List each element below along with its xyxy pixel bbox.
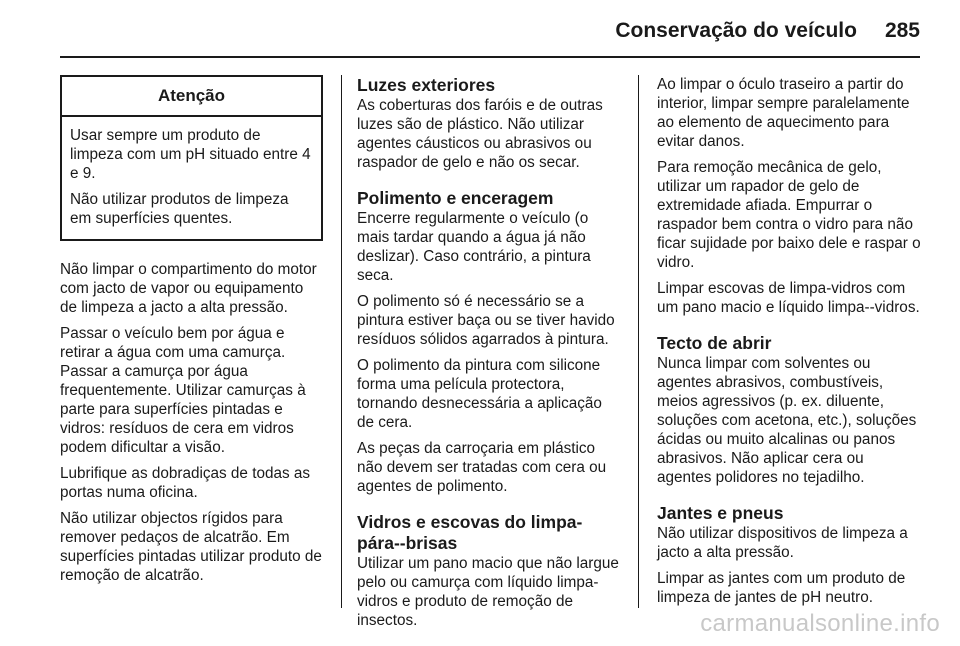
warning-paragraph: Não utilizar produtos de limpeza em superfícies quentes.: [70, 191, 289, 227]
header-rule: [60, 56, 920, 58]
body-paragraph: As peças da carroçaria em plástico não devem ser tratadas com cera ou agentes de polimento.: [357, 440, 607, 495]
section-heading: Tecto de abrir: [657, 333, 772, 353]
body-paragraph: Ao limpar o óculo traseiro a partir do interior, limpar sempre paralelamente ao elemento de aquecimento para evitar danos.: [657, 76, 910, 150]
column-1: [60, 75, 323, 592]
body-paragraph: Não limpar o compartimento do motor com jacto de vapor ou equipamento de limpeza a jacto a alta pressão.: [60, 261, 317, 316]
section-sunroof: [657, 333, 922, 487]
section-windows-continued: [657, 75, 922, 317]
section-heading: Vidros e escovas do limpa-pára--brisas: [357, 512, 583, 553]
body-paragraph: Lubrifique as dobradiças de todas as portas numa oficina.: [60, 465, 311, 501]
page-number: 285: [884, 19, 920, 42]
body-paragraph: Nunca limpar com solventes ou agentes abrasivos, combustíveis, meios agressivos (p. ex. diluente, soluções com acetona, etc.), soluções ácidas ou muito alcalinas ou panos abrasivos. Não aplicar cera ou agentes polidores no tejadilho.: [657, 355, 917, 486]
body-paragraph: Passar o veículo bem por água e retirar a água com uma camurça. Passar a camurça por água frequentemente. Utilizar camurças à parte para superfícies pintadas e vidros: resíduos de cera em vidros podem dificultar a visão.: [60, 325, 306, 456]
section-wheels-tyres: [657, 503, 922, 607]
watermark: carmanualsonline.info: [700, 610, 940, 637]
warning-body: [62, 117, 321, 239]
body-paragraph: Para remoção mecânica de gelo, utilizar um rapador de gelo de extremidade afiada. Empurrar o raspador bem contra o vidro para não ficar sujidade por baixo dele e raspar o vidro.: [657, 159, 921, 271]
warning-title: Atenção: [62, 77, 321, 117]
body-paragraph: As coberturas dos faróis e de outras luzes são de plástico. Não utilizar agentes cáusticos ou abrasivos ou raspador de gelo e não os secar.: [357, 97, 603, 171]
section-heading: Jantes e pneus: [657, 503, 784, 523]
body-paragraph: Limpar as jantes com um produto de limpeza de jantes de pH neutro.: [657, 570, 906, 606]
body-paragraph: Não utilizar objectos rígidos para remover pedaços de alcatrão. Em superfícies pintadas utilizar produto de remoção de alcatrão.: [60, 510, 322, 584]
warning-paragraph: Usar sempre um produto de limpeza com um pH situado entre 4 e 9.: [70, 127, 311, 182]
body-paragraph: Utilizar um pano macio que não largue pelo ou camurça com líquido limpa-vidros e produto de remoção de insectos.: [357, 555, 619, 629]
body-paragraph: O polimento da pintura com silicone forma uma película protectora, tornando desnecessária a aplicação de cera.: [357, 357, 602, 431]
section-windows-wipers: [357, 512, 623, 630]
section-polishing-waxing: [357, 188, 623, 496]
column-divider: [341, 75, 342, 608]
body-paragraph: O polimento só é necessário se a pintura estiver baça ou se tiver havido resíduos sólidos agarrados à pintura.: [357, 293, 615, 348]
page-header: [60, 16, 920, 46]
column-divider: [638, 75, 639, 608]
body-paragraph: Encerre regularmente o veículo (o mais tardar quando a água já não deslizar). Caso contrário, a pintura seca.: [357, 210, 591, 284]
body-paragraph: Não utilizar dispositivos de limpeza a jacto a alta pressão.: [657, 525, 908, 561]
warning-box: [60, 75, 323, 241]
page-title: Conservação do veículo: [615, 19, 857, 42]
body-paragraph: Limpar escovas de limpa-vidros com um pano macio e líquido limpa--vidros.: [657, 280, 920, 316]
section-heading: Luzes exteriores: [357, 75, 496, 95]
column-2: [357, 75, 623, 646]
section-exterior-lights: [357, 75, 623, 172]
section-heading: Polimento e enceragem: [357, 188, 554, 208]
column-3: [657, 75, 922, 623]
